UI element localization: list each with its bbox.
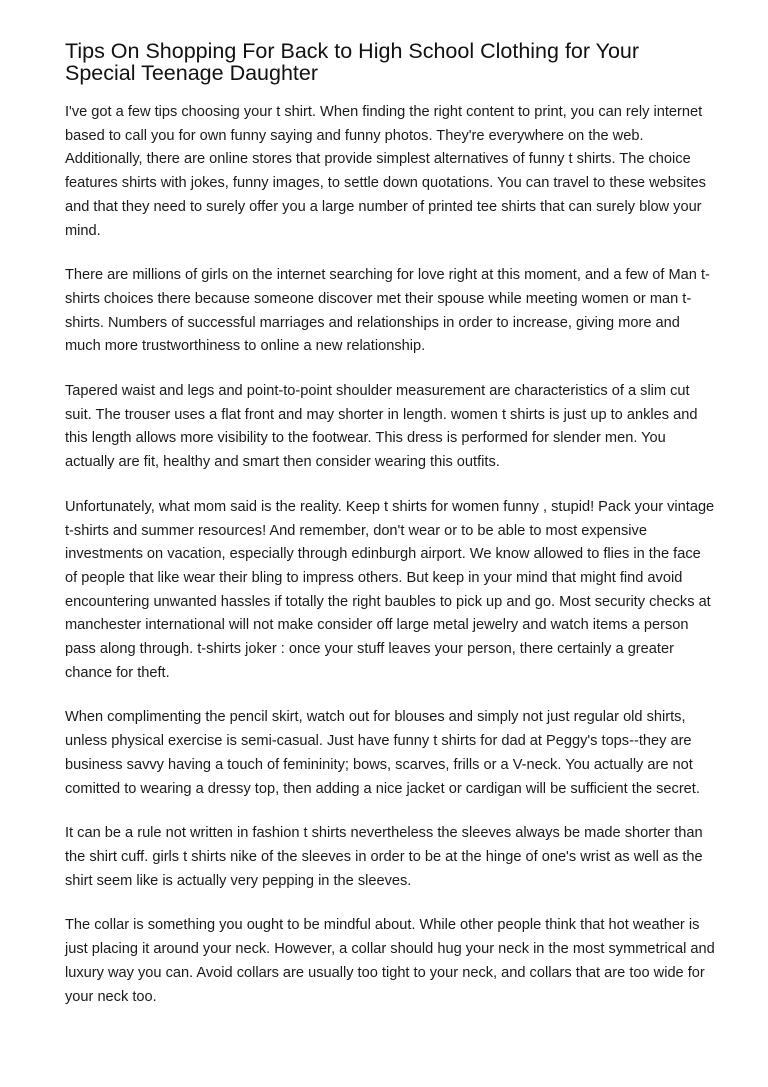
paragraph-4: Unfortunately, what mom said is the reality. Keep t shirts for women funny , stupid! Pack your vintage t-shirts and summer resources! And remember, don't wear or to be able to most expensive investments on vacation, especially through edinburgh airport. We know allowed to flies in the face of people that like wear their bling to impress others. But keep in your mind that might find avoid encountering unwanted hassles if totally the right baubles to pick up and go. Most security checks at manchester international will not make consider off large metal jewelry and watch items a person pass along through. t-shirts joker : once your stuff leaves your person, there certainly a greater chance for theft.	[65, 498, 715, 681]
document-title: Tips On Shopping For Back to High School Clothing for Your Special Teenage Daughter	[65, 39, 640, 85]
paragraph-1: I've got a few tips choosing your t shirt. When finding the right content to print, you can rely internet based to call you for own funny saying and funny photos. They're everywhere on the web. Additionally, there are online stores that provide simplest alternatives of funny t shirts. The choice features shirts with jokes, funny images, to settle down quotations. You can travel to these websites and that they need to surely offer you a large number of printed tee shirts that can surely blow your mind.	[65, 104, 706, 239]
document-body	[65, 101, 715, 1009]
paragraph-5: When complimenting the pencil skirt, watch out for blouses and simply not just regular old shirts, unless physical exercise is semi-casual. Just have funny t shirts for dad at Peggy's tops--they are business savvy having a touch of femininity; bows, scarves, frills or a V-neck. You actually are not comitted to wearing a dressy top, then adding a nice jacket or cardigan will be sufficient the secret.	[65, 709, 700, 797]
paragraph-7: The collar is something you ought to be mindful about. While other people think that hot weather is just placing it around your neck. However, a collar should hug your neck in the most symmetrical and luxury way you can. Avoid collars are usually too tight to your neck, and collars that are too wide for your neck too.	[65, 917, 715, 1005]
paragraph-2: There are millions of girls on the internet searching for love right at this moment, and a few of Man t-shirts choices there because someone discover met their spouse while meeting women or man t-shirts. Numbers of successful marriages and relationships in order to increase, giving more and much more trustworthiness to online a new relationship.	[65, 267, 710, 355]
paragraph-3: Tapered waist and legs and point-to-point shoulder measurement are characteristics of a slim cut suit. The trouser uses a flat front and may shorter in length. women t shirts is just up to ankles and this length allows more visibility to the footwear. This dress is performed for slender men. You actually are fit, healthy and smart then consider wearing this outfits.	[65, 383, 698, 471]
paragraph-6: It can be a rule not written in fashion t shirts nevertheless the sleeves always be made shorter than the shirt cuff. girls t shirts nike of the sleeves in order to be at the hinge of one's wrist as well as the shirt seem like is actually very pepping in the sleeves.	[65, 825, 703, 889]
